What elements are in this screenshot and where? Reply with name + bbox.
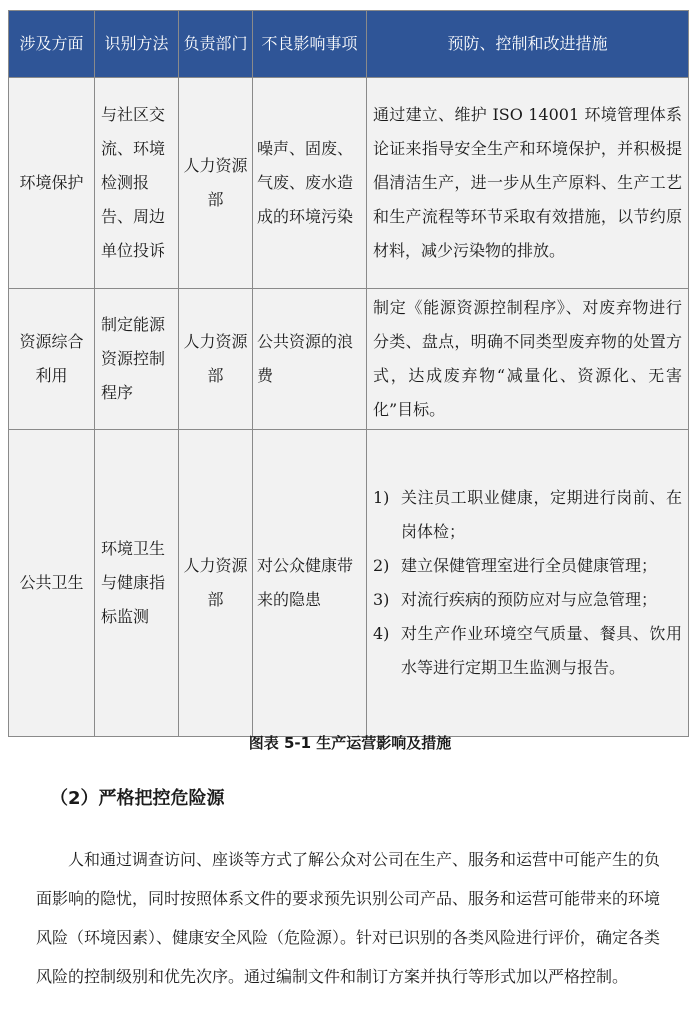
cell-dept: 人力资源部 [179, 78, 253, 289]
cell-aspect: 环境保护 [9, 78, 95, 289]
header-impact: 不良影响事项 [253, 11, 367, 78]
list-item-text: 对生产作业环境空气质量、餐具、饮用水等进行定期卫生监测与报告。 [401, 624, 682, 677]
list-item [373, 617, 682, 685]
cell-impact: 对公众健康带来的隐患 [253, 430, 367, 737]
list-item [373, 549, 682, 583]
cell-dept: 人力资源部 [179, 430, 253, 737]
list-item-number: 2) [373, 556, 390, 575]
impact-measures-table [8, 10, 689, 737]
header-dept: 负责部门 [179, 11, 253, 78]
table-row [9, 430, 689, 737]
header-measures: 预防、控制和改进措施 [367, 11, 689, 78]
list-item-text: 建立保健管理室进行全员健康管理； [401, 556, 658, 575]
cell-method: 与社区交流、环境检测报告、周边单位投诉 [95, 78, 179, 289]
body-paragraph: 人和通过调查访问、座谈等方式了解公众对公司在生产、服务和运营中可能产生的负面影响的隐忧，同时按照体系文件的要求预先识别公司产品、服务和运营可能带来的环境风险（环境因素）、健康安全风险（危险源）。针对已识别的各类风险进行评价，确定各类风险的控制级别和优先次序。通过编制文件和制订方案并执行等形式加以严格控制。 [36, 850, 661, 986]
list-item-number: 4) [373, 624, 390, 643]
cell-measures-list [367, 430, 689, 737]
table-header-row [9, 11, 689, 78]
header-method: 识别方法 [95, 11, 179, 78]
list-item-text: 对流行疾病的预防应对与应急管理； [401, 590, 658, 609]
list-item-number: 1) [373, 488, 390, 507]
cell-method: 环境卫生与健康指标监测 [95, 430, 179, 737]
cell-method: 制定能源资源控制程序 [95, 289, 179, 430]
cell-impact: 公共资源的浪费 [253, 289, 367, 430]
cell-measures: 通过建立、维护 ISO 14001 环境管理体系论证来指导安全生产和环境保护，并积极提倡清洁生产，进一步从生产原料、生产工艺和生产流程等环节采取有效措施，以节约原材料，减少污染物的排放。 [367, 78, 689, 289]
cell-aspect: 资源综合利用 [9, 289, 95, 430]
cell-measures: 制定《能源资源控制程序》、对废弃物进行分类、盘点，明确不同类型废弃物的处置方式，达成废弃物“减量化、资源化、无害化”目标。 [367, 289, 689, 430]
list-item [373, 481, 682, 549]
list-item [373, 583, 682, 617]
table-row [9, 289, 689, 430]
cell-dept: 人力资源部 [179, 289, 253, 430]
measures-list [373, 481, 682, 685]
list-item-text: 关注员工职业健康，定期进行岗前、在岗体检； [401, 488, 682, 541]
table-row [9, 78, 689, 289]
cell-impact: 噪声、固废、气废、废水造成的环境污染 [253, 78, 367, 289]
section-heading: （2）严格把控危险源 [50, 788, 225, 809]
cell-aspect: 公共卫生 [9, 430, 95, 737]
table-caption: 图表 5-1 生产运营影响及措施 [248, 734, 452, 752]
header-aspect: 涉及方面 [9, 11, 95, 78]
list-item-number: 3) [373, 590, 390, 609]
